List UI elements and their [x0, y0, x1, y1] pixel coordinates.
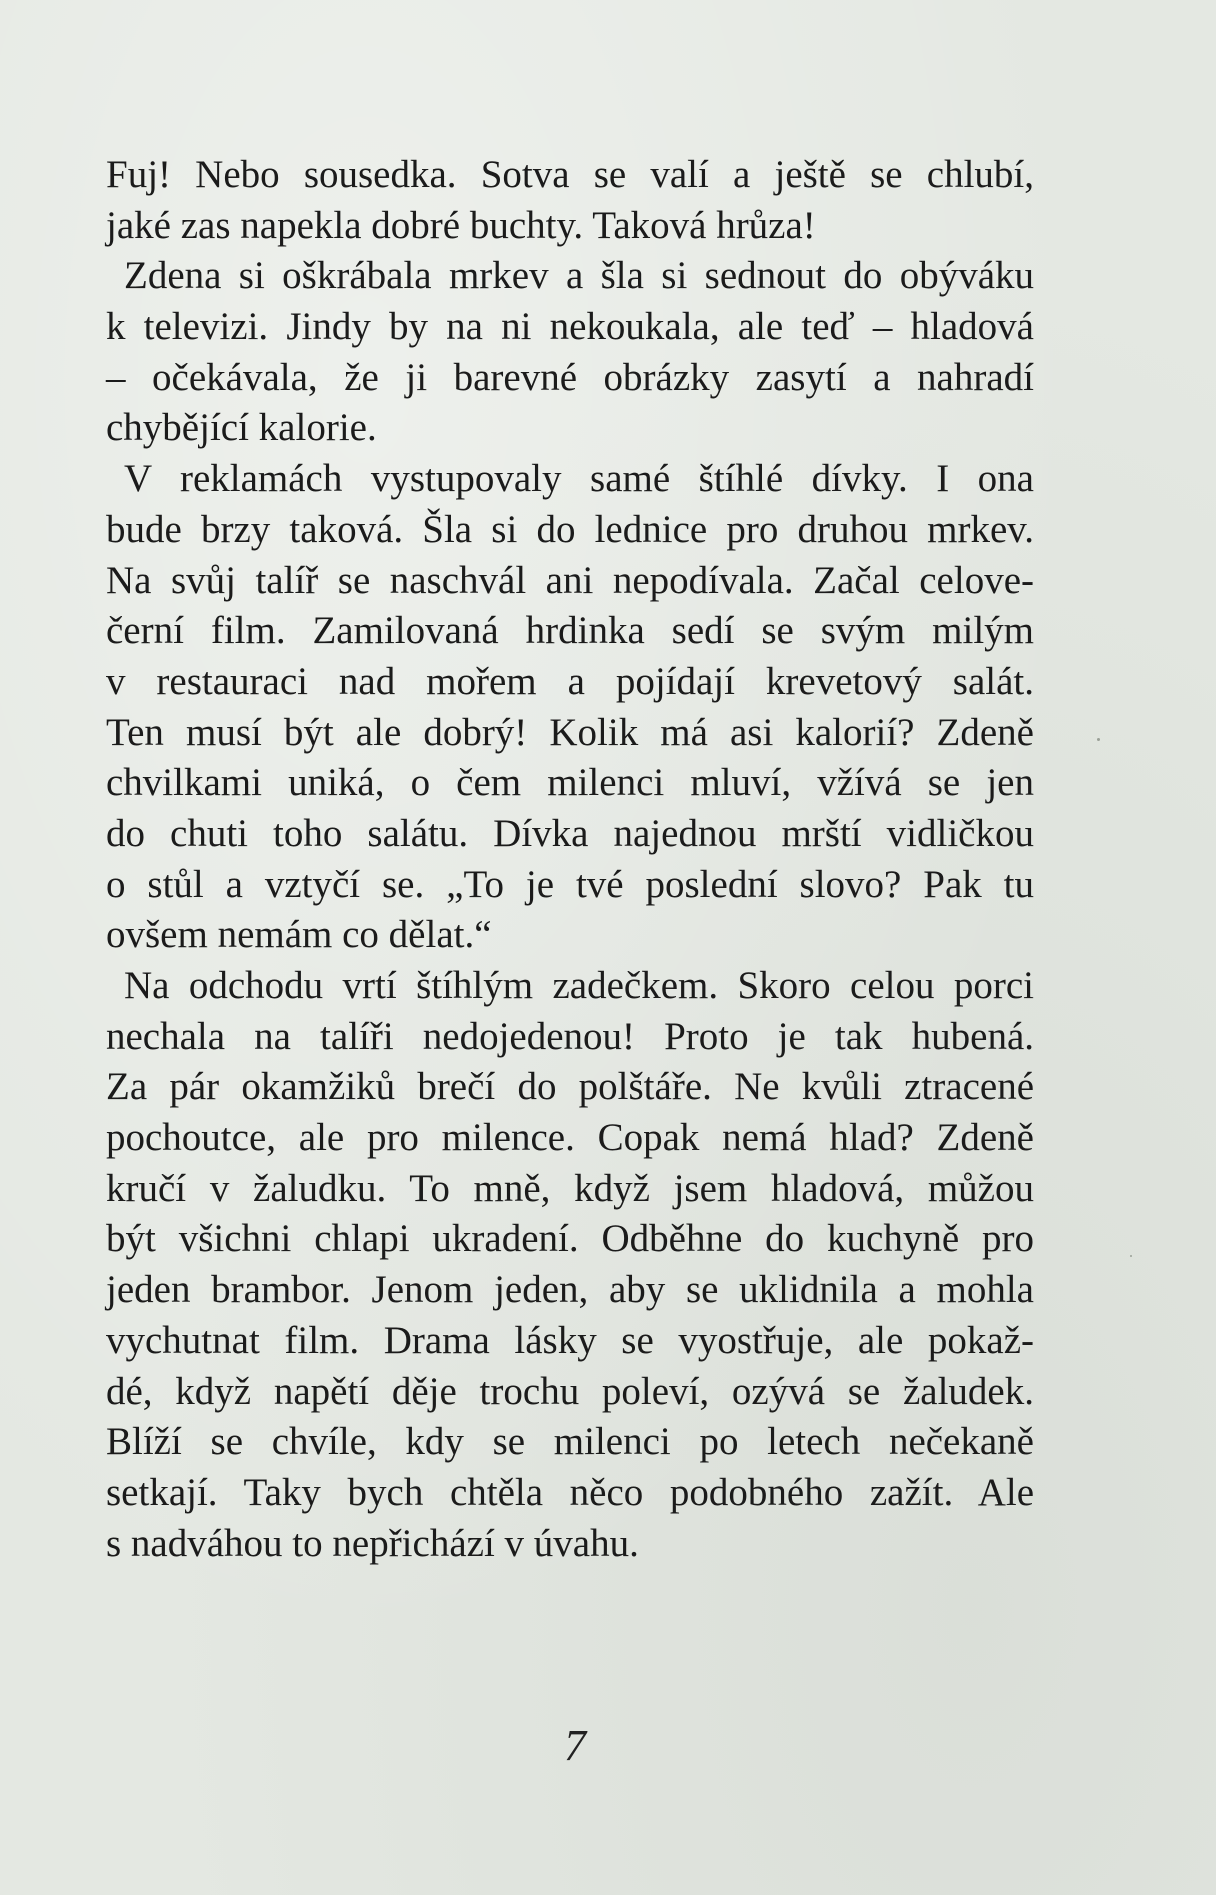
text-line: nechala na talíři nedojedenou! Proto je tak hubená.	[106, 1014, 1034, 1058]
text-line: dé, když napětí děje trochu poleví, ozývá se žaludek.	[106, 1369, 1034, 1413]
text-line: ovšem nemám co dělat.“	[106, 913, 492, 957]
text-line: bude brzy taková. Šla si do lednice pro druhou mrkev.	[106, 507, 1034, 551]
text-line: chvilkami uniká, o čem milenci mluví, vžívá se jen	[106, 761, 1034, 805]
text-line: být všichni chlapi ukradení. Odběhne do kuchyně pro	[106, 1217, 1034, 1261]
text-line: o stůl a vztyčí se. „To je tvé poslední slovo? Pak tu	[106, 862, 1034, 906]
text-line: kručí v žaludku. To mně, když jsem hladová, můžou	[106, 1166, 1034, 1210]
text-line: jeden brambor. Jenom jeden, aby se uklidnila a mohla	[106, 1268, 1034, 1312]
text-line: setkají. Taky bych chtěla něco podobného zažít. Ale	[106, 1470, 1034, 1514]
text-line: Na odchodu vrtí štíhlým zadečkem. Skoro celou porci	[124, 964, 1034, 1007]
text-line: jaké zas napekla dobré buchty. Taková hrůza!	[106, 203, 816, 247]
text-line: – očekávala, že ji barevné obrázky zasytí a nahradí	[106, 355, 1034, 399]
text-line: vychutnat film. Drama lásky se vyostřuje, ale pokaž-	[106, 1318, 1034, 1362]
text-line: Na svůj talíř se naschvál ani nepodívala. Začal celove-	[106, 558, 1034, 602]
text-line: k televizi. Jindy by na ni nekoukala, ale teď – hladová	[106, 305, 1034, 349]
body-text	[106, 150, 1034, 1569]
text-line: s nadváhou to nepřichází v úvahu.	[106, 1521, 639, 1565]
page-number: 7	[564, 1721, 586, 1770]
text-line: chybějící kalorie.	[106, 406, 377, 450]
text-line: pochoutce, ale pro milence. Copak nemá hlad? Zdeně	[106, 1116, 1034, 1160]
text-line: V reklamách vystupovaly samé štíhlé dívky. I ona	[124, 457, 1034, 501]
text-line: Ten musí být ale dobrý! Kolik má asi kalorií? Zdeně	[106, 710, 1034, 754]
text-line: Zdena si oškrábala mrkev a šla si sednout do obýváku	[124, 254, 1034, 298]
text-line: Fuj! Nebo sousedka. Sotva se valí a ještě se chlubí,	[106, 153, 1034, 196]
paper-speck	[1097, 738, 1100, 741]
paper-speck	[1130, 1255, 1132, 1257]
text-line: do chuti toho salátu. Dívka najednou mrští vidličkou	[106, 811, 1034, 855]
text-line: černí film. Zamilovaná hrdinka sedí se svým milým	[106, 609, 1034, 653]
text-line: v restauraci nad mořem a pojídají krevetový salát.	[106, 659, 1034, 703]
text-line: Za pár okamžiků brečí do polštáře. Ne kvůli ztracené	[106, 1065, 1034, 1109]
text-line: Blíží se chvíle, kdy se milenci po letech nečekaně	[106, 1420, 1034, 1464]
